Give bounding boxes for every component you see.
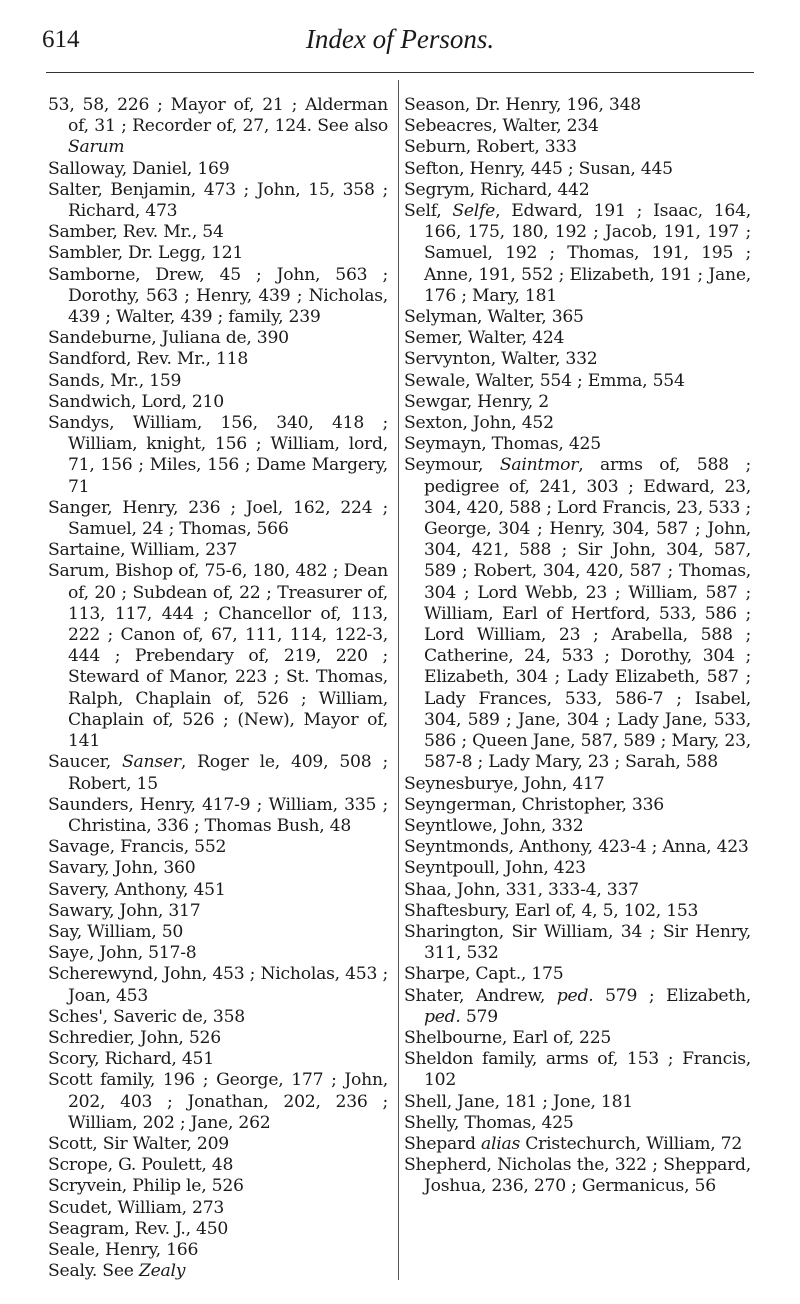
index-entry: Seyntpoull, John, 423 xyxy=(404,858,586,879)
index-column-left xyxy=(48,95,388,1282)
index-entry: Schredier, John, 526 xyxy=(48,1027,221,1048)
index-entry: Sewale, Walter, 554 ; Emma, 554 xyxy=(404,370,685,391)
index-entry: Seynesburye, John, 417 xyxy=(404,773,605,794)
index-entry: Shepherd, Nicholas the, 322 ; Sheppard, Joshua, 236, 270 ; Germanicus, 56 xyxy=(404,1155,751,1197)
index-entry: Sealy. See Zealy xyxy=(48,1261,186,1282)
index-entry: Sanger, Henry, 236 ; Joel, 162, 224 ; Samuel, 24 ; Thomas, 566 xyxy=(48,497,388,540)
index-entry: Salter, Benjamin, 473 ; John, 15, 358 ; Richard, 473 xyxy=(48,179,388,222)
index-entry: Scherewynd, John, 453 ; Nicholas, 453 ; Joan, 453 xyxy=(48,964,388,1006)
index-entry: Sefton, Henry, 445 ; Susan, 445 xyxy=(404,158,673,179)
index-entry: Say, William, 50 xyxy=(48,921,184,942)
index-entry: Sexton, John, 452 xyxy=(404,413,554,434)
index-entry: Sches', Saveric de, 358 xyxy=(48,1006,245,1027)
index-entry: Saye, John, 517-8 xyxy=(48,943,197,964)
index-entry: Seymour, Saintmor, arms of, 588 ; pedigree of, 241, 303 ; Edward, 23, 304, 420, 588 ; Lord Francis, 23, 533 ; George, 304 ; Henry, 304, 587 ; John, 304, 421, 588 ; Sir John, 304, 587, 589 ; Robert, 304, 420, 587 ; Thomas, 304 ; Lord Webb, 23 ; William, 587 ; William, Earl of Hertford, 533, 586 ; Lord William, 23 ; Arabella, 588 ; Catherine, 24, 533 ; Dorothy, 304 ; Elizabeth, 304 ; Lady Elizabeth, 587 ; Lady Frances, 533, 586-7 ; Isabel, 304, 589 ; Jane, 304 ; Lady Jane, 533, 586 ; Queen Jane, 587, 589 ; Mary, 23, 587-8 ; Lady Mary, 23 ; Sarah, 588 xyxy=(404,455,752,773)
index-entry: Shater, Andrew, ped. 579 ; Elizabeth, ped. 579 xyxy=(404,985,751,1027)
index-entry: Sewgar, Henry, 2 xyxy=(404,391,549,412)
index-entry: Shaftesbury, Earl of, 4, 5, 102, 153 xyxy=(404,900,699,921)
index-entry: Selyman, Walter, 365 xyxy=(404,307,584,328)
index-entry: Sharpe, Capt., 175 xyxy=(404,964,564,985)
index-entry: Self, Selfe, Edward, 191 ; Isaac, 164, 166, 175, 180, 192 ; Jacob, 191, 197 ; Samuel, 192 ; Thomas, 191, 195 ; Anne, 191, 552 ; Elizabeth, 191 ; Jane, 176 ; Mary, 181 xyxy=(404,201,752,306)
page-title: Index of Persons. xyxy=(305,24,495,54)
index-entry: Sands, Mr., 159 xyxy=(48,370,182,391)
index-entry: Seyntmonds, Anthony, 423-4 ; Anna, 423 xyxy=(404,837,749,858)
index-column-right xyxy=(404,95,751,1198)
index-entry: Shelly, Thomas, 425 xyxy=(404,1112,574,1133)
index-entry: Shepard alias Cristechurch, William, 72 xyxy=(404,1133,743,1154)
index-entry: Sebeacres, Walter, 234 xyxy=(404,116,599,137)
index-entry: Scryvein, Philip le, 526 xyxy=(48,1176,244,1197)
index-entry: Sarum, Bishop of, 75-6, 180, 482 ; Dean of, 20 ; Subdean of, 22 ; Treasurer of, 113, 117, 444 ; Chancellor of, 113, 222 ; Canon of, 67, 111, 114, 122-3, 444 ; Prebendary of, 219, 220 ; Steward of Manor, 223 ; St. Thomas, Ralph, Chaplain of, 526 ; William, Chaplain of, 526 ; (New), Mayor of, 141 xyxy=(48,561,388,752)
index-entry: Seyntlowe, John, 332 xyxy=(404,815,584,836)
index-entry: Saunders, Henry, 417-9 ; William, 335 ; Christina, 336 ; Thomas Bush, 48 xyxy=(48,794,388,836)
page-header xyxy=(0,0,800,70)
index-entry: Seyngerman, Christopher, 336 xyxy=(404,794,664,815)
index-entry: Sheldon family, arms of, 153 ; Francis, 102 xyxy=(404,1049,751,1091)
index-entry: Saucer, Sanser, Roger le, 409, 508 ; Robert, 15 xyxy=(48,752,388,794)
index-entry: Sawary, John, 317 xyxy=(48,900,201,921)
index-entry: Sandford, Rev. Mr., 118 xyxy=(48,349,249,370)
index-entry: Savary, John, 360 xyxy=(48,858,196,879)
index-entry: Scudet, William, 273 xyxy=(48,1197,225,1218)
index-entry: Seburn, Robert, 333 xyxy=(404,137,577,158)
index-entry: Shelbourne, Earl of, 225 xyxy=(404,1027,612,1048)
index-entry: Season, Dr. Henry, 196, 348 xyxy=(404,95,641,115)
index-entry: Samber, Rev. Mr., 54 xyxy=(48,222,224,243)
index-entry: Savage, Francis, 552 xyxy=(48,837,227,858)
index-entry: Segrym, Richard, 442 xyxy=(404,179,590,200)
index-entry: Sandeburne, Juliana de, 390 xyxy=(48,328,289,349)
index-entry: Shell, Jane, 181 ; Jone, 181 xyxy=(404,1091,633,1112)
index-entry: Sandys, William, 156, 340, 418 ; William, knight, 156 ; William, lord, 71, 156 ; Miles, 156 ; Dame Margery, 71 xyxy=(48,413,388,497)
index-entry: Scrope, G. Poulett, 48 xyxy=(48,1155,234,1176)
index-entry: Samborne, Drew, 45 ; John, 563 ; Dorothy, 563 ; Henry, 439 ; Nicholas, 439 ; Walter, 439 ; family, 239 xyxy=(48,264,388,328)
index-entry: Servynton, Walter, 332 xyxy=(404,349,598,370)
index-entry: Seagram, Rev. J., 450 xyxy=(48,1218,229,1239)
index-entry: Seale, Henry, 166 xyxy=(48,1239,199,1260)
index-entry: Salloway, Daniel, 169 xyxy=(48,158,230,179)
index-entry: Sandwich, Lord, 210 xyxy=(48,391,224,412)
index-entry: Scory, Richard, 451 xyxy=(48,1049,214,1070)
page-number: 614 xyxy=(42,26,80,53)
index-entry: Seymayn, Thomas, 425 xyxy=(404,434,601,455)
header-rule xyxy=(46,72,754,73)
index-entry: Shaa, John, 331, 333-4, 337 xyxy=(404,879,639,900)
index-entry: Scott, Sir Walter, 209 xyxy=(48,1133,229,1154)
index-entry: Sambler, Dr. Legg, 121 xyxy=(48,243,244,264)
column-divider xyxy=(398,80,399,1280)
index-entry: Semer, Walter, 424 xyxy=(404,328,565,349)
index-entry: Sharington, Sir William, 34 ; Sir Henry, 311, 532 xyxy=(404,921,751,964)
index-entry: 53, 58, 226 ; Mayor of, 21 ; Alderman of, 31 ; Recorder of, 27, 124. See also Sarum xyxy=(48,95,388,158)
index-entry: Sartaine, William, 237 xyxy=(48,540,238,561)
index-entry: Savery, Anthony, 451 xyxy=(48,879,226,900)
index-entry: Scott family, 196 ; George, 177 ; John, 202, 403 ; Jonathan, 202, 236 ; William, 202 ; Jane, 262 xyxy=(48,1070,388,1133)
